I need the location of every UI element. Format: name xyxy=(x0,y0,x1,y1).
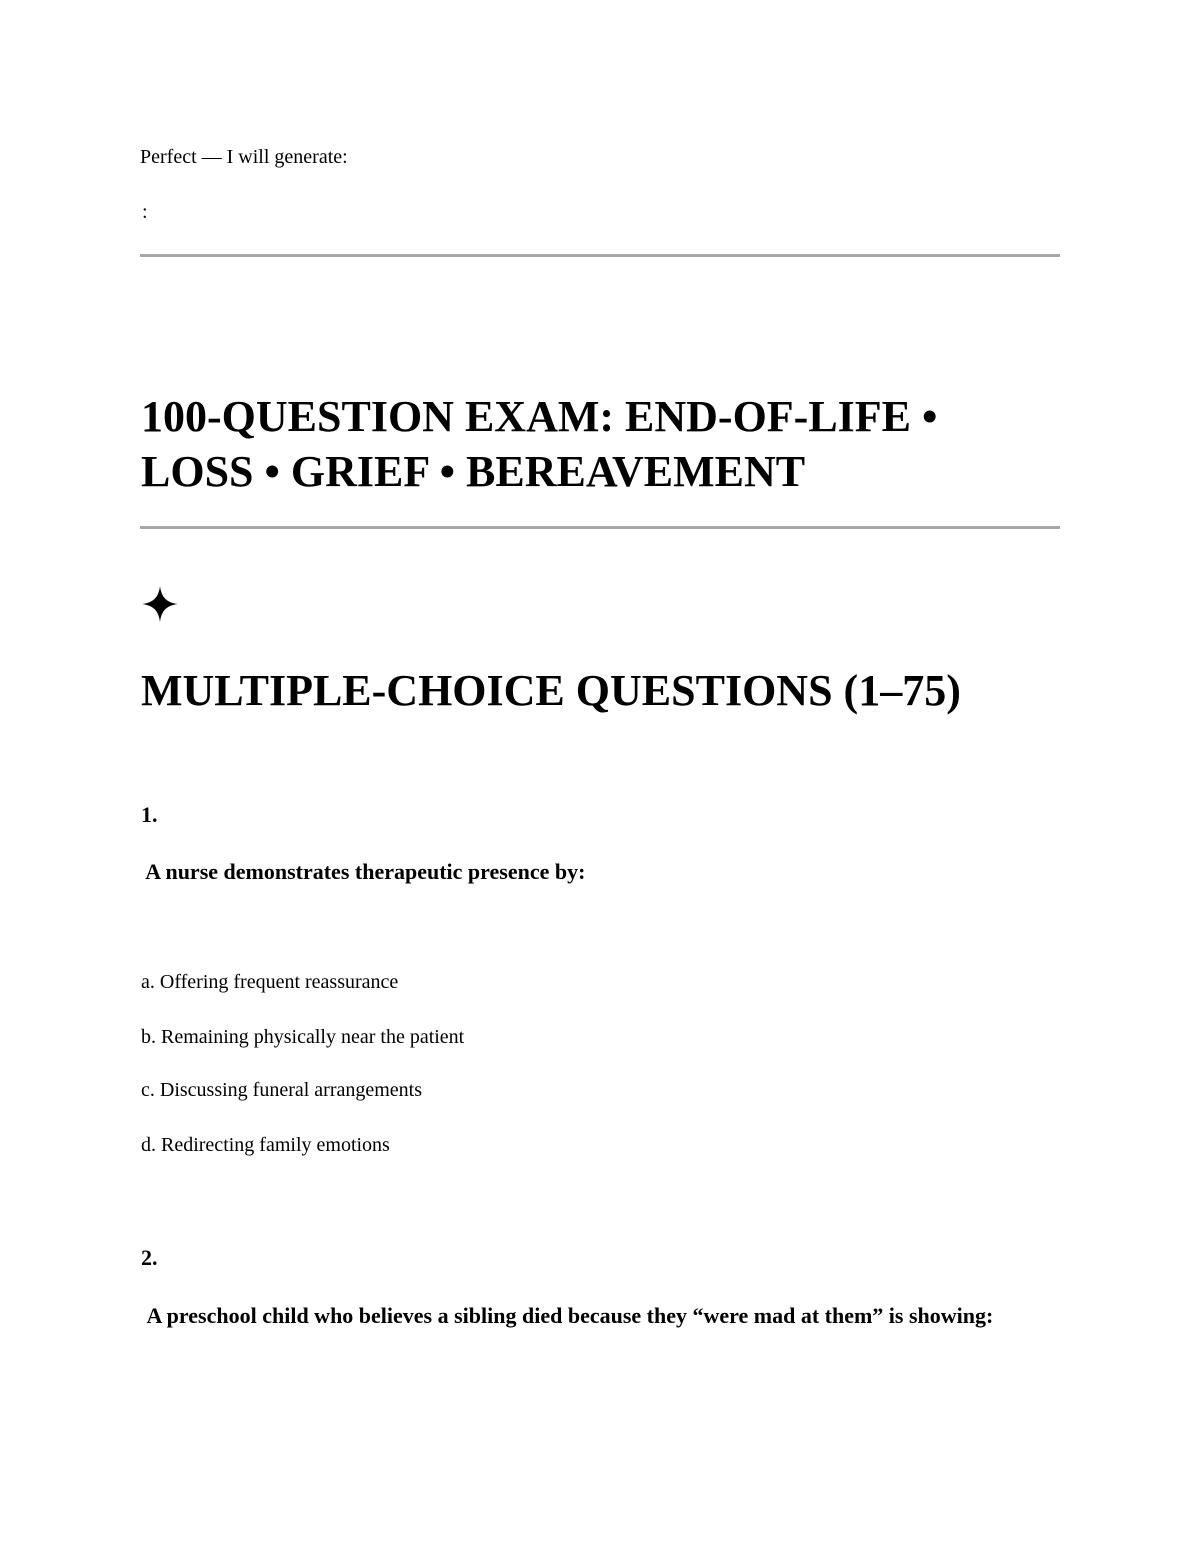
question-text: A nurse demonstrates therapeutic presence by: xyxy=(141,859,586,884)
question-number: 2. xyxy=(141,1245,158,1270)
answer-option-d: d. Redirecting family emotions xyxy=(141,1134,390,1156)
section-title: MULTIPLE-CHOICE QUESTIONS (1–75) xyxy=(141,666,961,715)
answer-option-a: a. Offering frequent reassurance xyxy=(141,971,399,993)
intro-colon: : xyxy=(142,201,148,223)
intro-text: Perfect — I will generate: xyxy=(140,146,348,168)
question-number: 1. xyxy=(141,802,158,827)
horizontal-rule-top xyxy=(140,254,1060,257)
horizontal-rule-bottom xyxy=(140,526,1060,529)
four-point-star-icon xyxy=(141,585,179,623)
exam-title: 100-QUESTION EXAM: END-OF-LIFE • LOSS • GRIEF • BEREAVEMENT xyxy=(141,392,938,496)
question-text: A preschool child who believes a sibling died because they “were mad at them” is showing: xyxy=(141,1303,994,1328)
answer-option-b: b. Remaining physically near the patient xyxy=(141,1026,465,1048)
answer-option-c: c. Discussing funeral arrangements xyxy=(141,1079,423,1101)
